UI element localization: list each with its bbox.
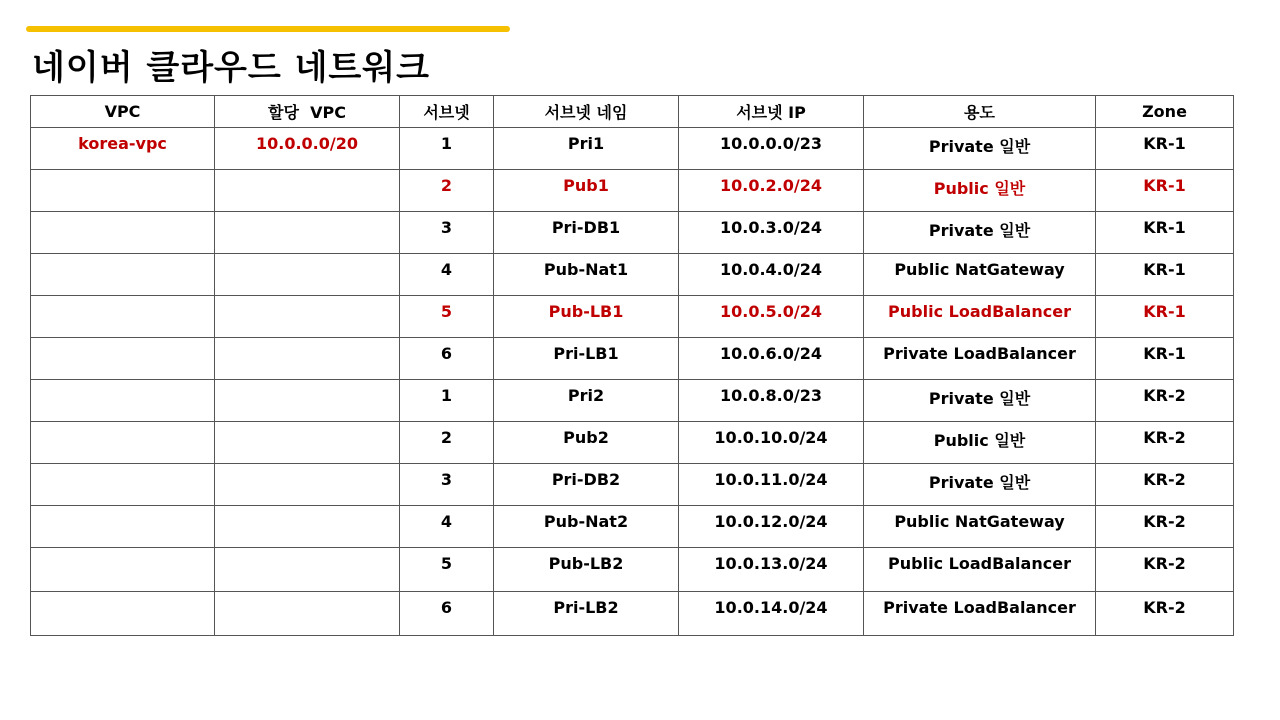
cell-num: 1: [400, 380, 494, 422]
cell-vpc: [31, 254, 215, 296]
cell-use: Private LoadBalancer: [864, 338, 1096, 380]
cell-alloc: [215, 464, 400, 506]
table-row: [31, 506, 1234, 548]
cell-use: Public 일반: [864, 422, 1096, 464]
cell-alloc: [215, 212, 400, 254]
table-row: [31, 296, 1234, 338]
cell-zone: KR-2: [1096, 380, 1234, 422]
table-row: [31, 464, 1234, 506]
cell-use: Private 일반: [864, 128, 1096, 170]
cell-ip: 10.0.8.0/23: [679, 380, 864, 422]
cell-name: Pri1: [494, 128, 679, 170]
cell-zone: KR-1: [1096, 338, 1234, 380]
cell-name: Pri-DB1: [494, 212, 679, 254]
cell-ip: 10.0.11.0/24: [679, 464, 864, 506]
cell-zone: KR-1: [1096, 128, 1234, 170]
cell-ip: 10.0.14.0/24: [679, 592, 864, 636]
cell-num: 2: [400, 422, 494, 464]
cell-name: Pri-DB2: [494, 464, 679, 506]
cell-num: 5: [400, 296, 494, 338]
cell-vpc: [31, 422, 215, 464]
cell-name: Pub-Nat1: [494, 254, 679, 296]
cell-alloc: [215, 338, 400, 380]
table-row: [31, 338, 1234, 380]
cell-ip: 10.0.4.0/24: [679, 254, 864, 296]
cell-use: Private LoadBalancer: [864, 592, 1096, 636]
cell-use: Public NatGateway: [864, 506, 1096, 548]
cell-alloc: [215, 422, 400, 464]
table-row: [31, 548, 1234, 592]
cell-zone: KR-2: [1096, 422, 1234, 464]
cell-name: Pri-LB2: [494, 592, 679, 636]
cell-name: Pub2: [494, 422, 679, 464]
cell-num: 2: [400, 170, 494, 212]
cell-vpc: [31, 592, 215, 636]
cell-vpc: [31, 464, 215, 506]
cell-num: 4: [400, 506, 494, 548]
cell-zone: KR-2: [1096, 592, 1234, 636]
cell-alloc: 10.0.0.0/20: [215, 128, 400, 170]
header-subnet-ip: 서브넷 IP: [679, 96, 864, 128]
cell-vpc: [31, 506, 215, 548]
table-row: [31, 254, 1234, 296]
cell-use: Public 일반: [864, 170, 1096, 212]
table-row: [31, 380, 1234, 422]
cell-num: 1: [400, 128, 494, 170]
cell-zone: KR-1: [1096, 212, 1234, 254]
cell-vpc: [31, 170, 215, 212]
cell-zone: KR-2: [1096, 464, 1234, 506]
cell-ip: 10.0.2.0/24: [679, 170, 864, 212]
cell-alloc: [215, 254, 400, 296]
cell-name: Pri-LB1: [494, 338, 679, 380]
cell-vpc: [31, 380, 215, 422]
cell-zone: KR-1: [1096, 170, 1234, 212]
cell-vpc: [31, 212, 215, 254]
header-zone: Zone: [1096, 96, 1234, 128]
cell-use: Private 일반: [864, 464, 1096, 506]
cell-vpc: [31, 338, 215, 380]
cell-alloc: [215, 592, 400, 636]
cell-use: Private 일반: [864, 380, 1096, 422]
cell-zone: KR-2: [1096, 548, 1234, 592]
cell-use: Public NatGateway: [864, 254, 1096, 296]
table-row: [31, 592, 1234, 636]
cell-ip: 10.0.10.0/24: [679, 422, 864, 464]
header-row: [31, 96, 1234, 128]
cell-name: Pub1: [494, 170, 679, 212]
table-row: [31, 212, 1234, 254]
header-alloc-vpc: 할당 VPC: [215, 96, 400, 128]
header-subnet-name: 서브넷 네임: [494, 96, 679, 128]
cell-name: Pub-LB1: [494, 296, 679, 338]
cell-use: Public LoadBalancer: [864, 296, 1096, 338]
table-row: [31, 128, 1234, 170]
cell-zone: KR-1: [1096, 296, 1234, 338]
cell-vpc: korea-vpc: [31, 128, 215, 170]
header-vpc: VPC: [31, 96, 215, 128]
cell-alloc: [215, 296, 400, 338]
cell-name: Pub-Nat2: [494, 506, 679, 548]
cell-vpc: [31, 548, 215, 592]
header-usage: 용도: [864, 96, 1096, 128]
cell-num: 5: [400, 548, 494, 592]
cell-num: 3: [400, 464, 494, 506]
cell-ip: 10.0.5.0/24: [679, 296, 864, 338]
table-row: [31, 170, 1234, 212]
cell-num: 3: [400, 212, 494, 254]
cell-num: 4: [400, 254, 494, 296]
cell-name: Pub-LB2: [494, 548, 679, 592]
cell-num: 6: [400, 592, 494, 636]
cell-alloc: [215, 506, 400, 548]
cell-ip: 10.0.13.0/24: [679, 548, 864, 592]
accent-bar: [26, 26, 510, 32]
subnet-table: [30, 95, 1234, 636]
cell-zone: KR-1: [1096, 254, 1234, 296]
cell-alloc: [215, 170, 400, 212]
cell-alloc: [215, 380, 400, 422]
cell-vpc: [31, 296, 215, 338]
cell-alloc: [215, 548, 400, 592]
table-row: [31, 422, 1234, 464]
cell-use: Private 일반: [864, 212, 1096, 254]
cell-name: Pri2: [494, 380, 679, 422]
cell-ip: 10.0.3.0/24: [679, 212, 864, 254]
cell-use: Public LoadBalancer: [864, 548, 1096, 592]
cell-zone: KR-2: [1096, 506, 1234, 548]
cell-num: 6: [400, 338, 494, 380]
cell-ip: 10.0.0.0/23: [679, 128, 864, 170]
header-subnet: 서브넷: [400, 96, 494, 128]
page-title: 네이버 클라우드 네트워크: [32, 48, 430, 88]
cell-ip: 10.0.6.0/24: [679, 338, 864, 380]
cell-ip: 10.0.12.0/24: [679, 506, 864, 548]
